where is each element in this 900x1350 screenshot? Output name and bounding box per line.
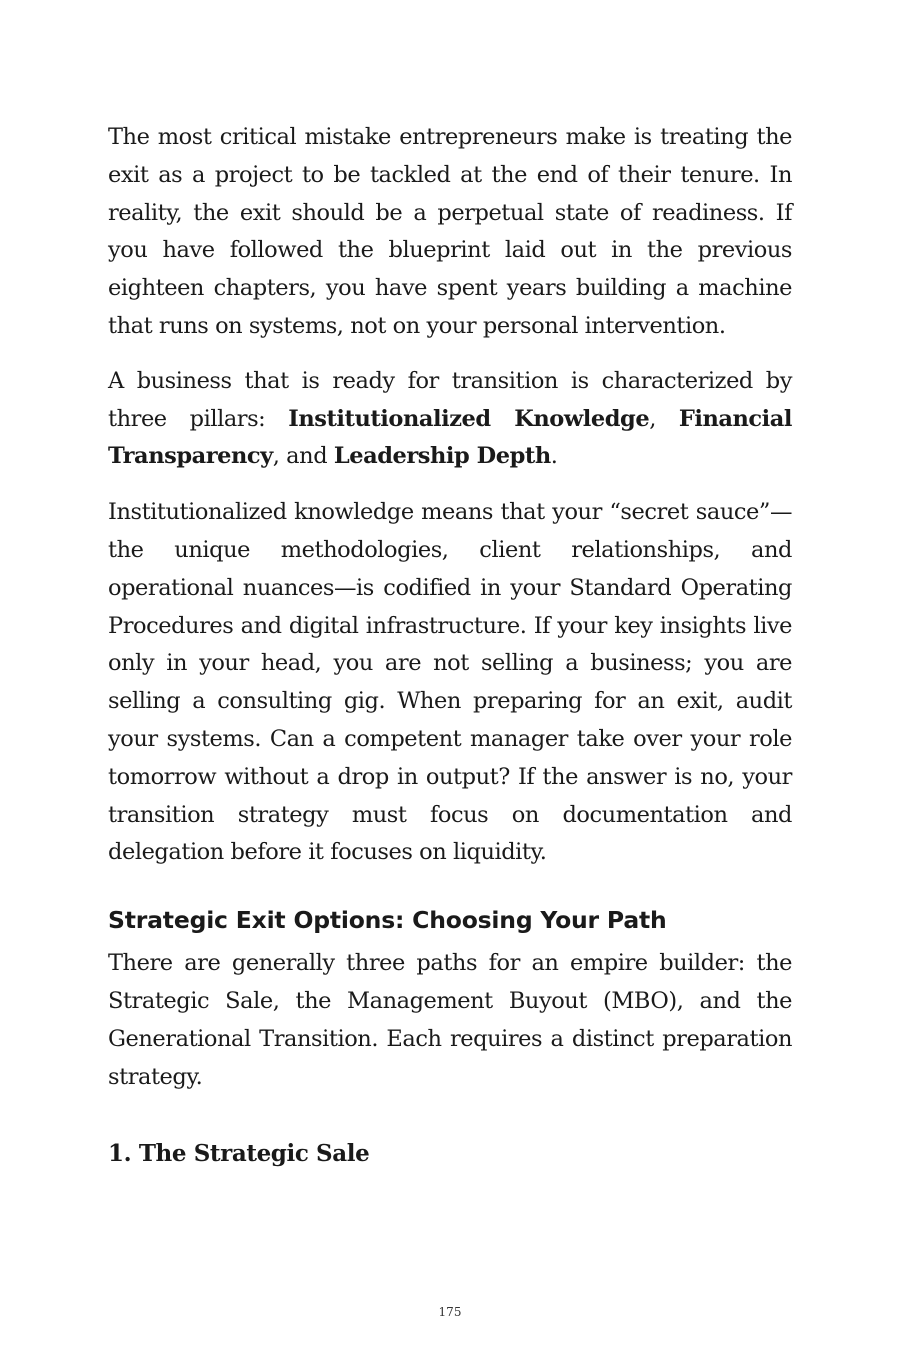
paragraph-exit-readiness: The most critical mistake entrepreneurs make is treating the exit as a project to be tackled at the end of their tenure. In reality, the exit should be a perpetual state of readiness. If you have followed the blueprint laid out in the previous eighteen chapters, you have spent years building a machine that runs on systems, not on your personal intervention.: [108, 124, 792, 339]
page-body: [108, 119, 792, 1173]
paragraph-three-paths: There are generally three paths for an empire builder: the Strategic Sale, the Management Buyout (MBO), and the Generational Transition. Each requires a distinct preparation strategy.: [108, 950, 792, 1090]
pillars-end-punctuation: .: [550, 443, 558, 470]
pillar-leadership-depth: Leadership Depth: [333, 443, 551, 470]
pillar-financial-transparency: Financial Transparency: [108, 405, 792, 470]
paragraph-institutionalized-knowledge: Institutionalized knowledge means that your “secret sauce”—the unique methodologies, client relationships, and operational nuances—is codified in your Standard Operating Procedures and digital infrastructure. If your key insights live only in your head, you are not selling a business; you are selling a consulting gig. When preparing for an exit, audit your systems. Can a competent manager take over your role tomorrow without a drop in output? If the answer is no, your transition strategy must focus on documentation and delegation before it focuses on liquidity.: [108, 499, 792, 866]
pillar-institutionalized-knowledge: Institutionalized Knowledge: [288, 405, 650, 432]
subsection-heading-strategic-sale: 1. The Strategic Sale: [108, 1140, 370, 1168]
pillars-separator: ,: [649, 405, 679, 432]
page-number: 175: [438, 1305, 462, 1319]
pillars-separator: , and: [272, 443, 334, 470]
section-heading-exit-options: Strategic Exit Options: Choosing Your Path: [108, 906, 667, 935]
paragraph-three-pillars: [108, 363, 792, 476]
pillars-lead-text: A business that is ready for transition is characterized by three pillars:: [108, 367, 792, 432]
